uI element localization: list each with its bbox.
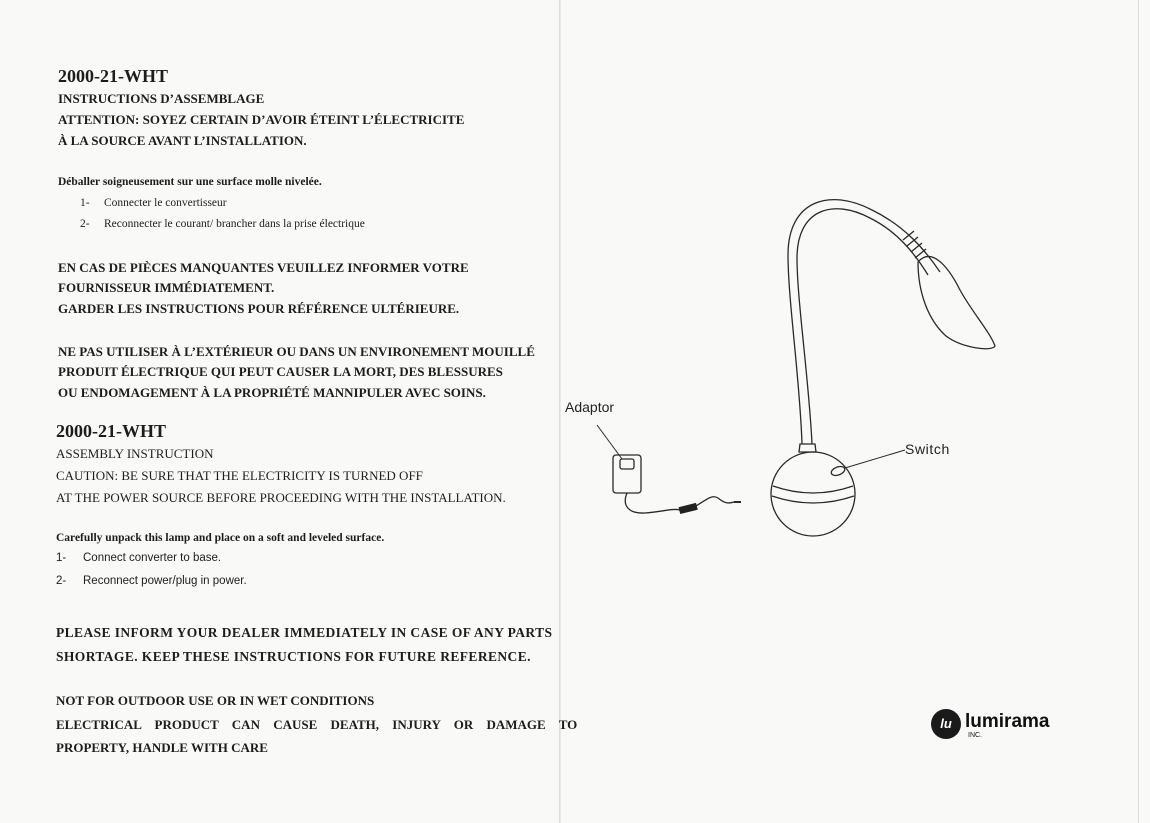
adaptor-leader-line — [597, 425, 622, 459]
step-text: Reconnect power/plug in power. — [83, 575, 247, 587]
english-caution-line-2: AT THE POWER SOURCE BEFORE PROCEEDING WITH THE INSTALLATION. — [56, 490, 506, 505]
lamp-ball-base — [771, 452, 855, 536]
lamp-base-band-top — [773, 486, 853, 493]
switch-label: Switch — [905, 441, 950, 457]
lamp-collar — [799, 444, 816, 452]
step-number: 2- — [80, 218, 90, 230]
lumirama-logo-sub: INC. — [968, 732, 982, 739]
french-attention-line-1: ATTENTION: SOYEZ CERTAIN D’AVOIR ÉTEINT L’ÉLECTRICITE — [58, 112, 465, 127]
french-heading: INSTRUCTIONS D’ASSEMBLAGE — [58, 91, 265, 106]
french-attention-line-2: À LA SOURCE AVANT L’INSTALLATION. — [58, 133, 307, 148]
english-unpack-text: Carefully unpack this lamp and place on a soft and leveled surface. — [56, 532, 385, 544]
adaptor-label: Adaptor — [565, 399, 615, 415]
french-missing-line-1: EN CAS DE PIÈCES MANQUANTES VEUILLEZ INFORMER VOTRE — [58, 260, 469, 275]
adaptor-body — [613, 455, 641, 493]
step-text: Reconnecter le courant/ brancher dans la prise électrique — [104, 218, 365, 230]
adaptor-cord — [625, 493, 680, 513]
lumirama-logo-mark: lu — [931, 709, 961, 739]
cord-connector — [679, 503, 698, 514]
french-warning-line-3: OU ENDOMAGEMENT À LA PROPRIÉTÉ MANNIPULER AVEC SOINS. — [58, 385, 486, 400]
french-missing-line-3: GARDER LES INSTRUCTIONS POUR RÉFÉRENCE ULTÉRIEURE. — [58, 301, 460, 316]
english-warning-line-2: ELECTRICAL PRODUCT CAN CAUSE DEATH, INJURY OR DAMAGE TO — [56, 717, 578, 732]
french-warning-line-2: PRODUIT ÉLECTRIQUE QUI PEUT CAUSER LA MORT, DES BLESSURES — [58, 364, 503, 379]
english-warning-line-1: NOT FOR OUTDOOR USE OR IN WET CONDITIONS — [56, 693, 375, 708]
step-text: Connect converter to base. — [83, 552, 222, 564]
switch-leader-line — [845, 450, 905, 468]
lamp-head — [918, 257, 995, 349]
lamp-neck-rings — [903, 231, 926, 258]
adaptor-cord-end — [696, 497, 734, 506]
french-model-number: 2000-21-WHT — [58, 66, 168, 86]
lamp-base-band-bottom — [772, 496, 854, 503]
step-number: 1- — [80, 197, 90, 209]
french-missing-line-2: FOURNISSEUR IMMÉDIATEMENT. — [58, 280, 275, 295]
step-text: Connecter le convertisseur — [104, 197, 227, 209]
switch-button — [830, 465, 846, 477]
step-number: 1- — [56, 552, 67, 564]
english-warning-line-3: PROPERTY, HANDLE WITH CARE — [56, 740, 268, 755]
english-inform-line-2: SHORTAGE. KEEP THESE INSTRUCTIONS FOR FUTURE REFERENCE. — [56, 649, 531, 664]
english-inform-line-1: PLEASE INFORM YOUR DEALER IMMEDIATELY IN CASE OF ANY PARTS — [56, 625, 553, 640]
english-model-number: 2000-21-WHT — [56, 421, 166, 441]
french-warning-line-1: NE PAS UTILISER À L’EXTÉRIEUR OU DANS UN ENVIRONEMENT MOUILLÉ — [58, 344, 535, 359]
step-number: 2- — [56, 575, 67, 587]
english-caution-line-1: CAUTION: BE SURE THAT THE ELECTRICITY IS TURNED OFF — [56, 468, 423, 483]
lamp-gooseneck-inner — [797, 209, 928, 444]
lumirama-logo — [931, 709, 1061, 745]
adaptor-prong-plate — [620, 459, 634, 469]
lumirama-logo-name: lumirama — [965, 711, 1050, 732]
english-heading: ASSEMBLY INSTRUCTION — [56, 446, 214, 461]
lamp-gooseneck — [788, 200, 940, 444]
french-unpack-text: Déballer soigneusement sur une surface molle nivelée. — [58, 176, 322, 188]
